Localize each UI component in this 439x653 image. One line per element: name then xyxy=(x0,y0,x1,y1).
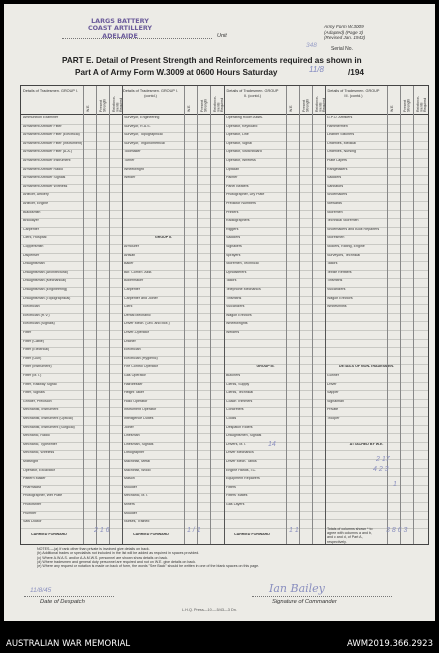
trade-label: Plumber xyxy=(23,511,37,515)
trade-label: Photographer, Dry Plate xyxy=(226,193,265,197)
hand-total: 1 / 1 xyxy=(187,527,201,534)
group-divider xyxy=(122,86,123,544)
trade-label: Sapper xyxy=(327,391,339,395)
group-divider xyxy=(325,86,326,544)
note-line: (d) Where tradesmen and general duty personnel are required and not on W.E. give details on back. xyxy=(37,559,197,564)
col-subheader-we: W.E. xyxy=(187,104,191,112)
trade-label: Saddlers xyxy=(226,236,241,240)
group-divider xyxy=(224,86,225,544)
trade-label: Coppersmith xyxy=(23,245,44,248)
trade-label: Tinsmiths xyxy=(226,296,242,300)
trade-label: Bricklayer xyxy=(23,219,39,223)
form-reference xyxy=(324,24,365,41)
trade-label: Driver Mech. Tanks xyxy=(226,460,257,463)
note-line: (b) Additional trades or specialists not included in the list will be added as required in spaces provided. xyxy=(37,551,200,556)
trade-label: Stewards xyxy=(327,202,342,205)
trade-label: Cooks xyxy=(226,417,237,420)
column-divider xyxy=(83,86,84,544)
trade-label: Signalman xyxy=(327,399,344,403)
trade-label: Clerks, Supply xyxy=(226,382,250,386)
trade-label: Photowriter xyxy=(23,503,42,506)
trade-label: Miners xyxy=(124,503,135,506)
trade-label: Technical Storemen xyxy=(327,219,359,223)
unit-label: Unit xyxy=(217,33,227,39)
trade-label: Leather Stitchers xyxy=(327,133,355,137)
hand-value: 1 xyxy=(393,481,397,488)
trade-label: Mechanic, M.T. xyxy=(124,494,149,498)
trade-label: Wheelwrights xyxy=(226,322,248,326)
trade-label: Fitter (Instrument) xyxy=(23,365,52,369)
trade-label: Armourer xyxy=(124,245,139,248)
column-divider xyxy=(286,86,287,544)
trade-label: Artificer, Engine xyxy=(23,202,49,205)
stamp-line: LARGS BATTERY xyxy=(91,17,149,25)
trade-label: Fitter (Electrical) xyxy=(23,348,50,352)
trade-label: Draughtsman xyxy=(23,262,45,266)
serial-handwritten: 348 xyxy=(306,42,317,49)
trade-label: Private xyxy=(327,408,339,412)
column-divider xyxy=(197,86,198,544)
trade-label: Moulder xyxy=(124,485,137,489)
trade-label: Orderlies, Nursing xyxy=(327,150,356,154)
archive-id: AWM2019.366.2923 xyxy=(347,639,433,649)
trade-label: Armament Artificer Wireless xyxy=(23,184,68,188)
trade-label: G.P.O. Artificers xyxy=(327,116,353,119)
trade-label: Tailors xyxy=(226,279,237,283)
serial-label: Serial No. xyxy=(331,46,353,52)
column-divider xyxy=(413,86,414,544)
column-divider xyxy=(387,86,388,544)
trade-label: Dental Mechanic xyxy=(124,313,151,317)
trade-label: Storemen, Technical xyxy=(226,262,259,266)
unit-stamp xyxy=(80,18,160,40)
trade-label: Vulcanizers xyxy=(327,288,346,291)
trade-label: Artisan xyxy=(124,253,136,257)
trade-label: Joiner xyxy=(124,425,134,429)
signature-label: Signature of Commander xyxy=(272,599,337,605)
archive-name: AUSTRALIAN WAR MEMORIAL xyxy=(6,639,131,649)
trade-label: Stokers, Rating, Engine xyxy=(327,245,365,248)
trade-label: Storesmen xyxy=(327,236,345,240)
printer-imprint: L.H.Q. Press—10.—5/43—3 Dn. xyxy=(182,608,237,612)
trade-label: Fire Control Operator xyxy=(124,365,158,369)
form-ref-line: (Adapted) (Page 3) xyxy=(324,29,364,35)
column-divider xyxy=(109,86,110,544)
trade-label: Pharmacist xyxy=(23,485,41,489)
trade-label: Engine Hands, I.C. xyxy=(226,468,257,472)
column-divider xyxy=(210,86,211,544)
column-divider xyxy=(184,86,185,544)
signature-underline xyxy=(252,596,392,597)
title-year: /194 xyxy=(348,68,364,77)
trade-label: Hollo Operator xyxy=(124,399,148,403)
trade-label: Armament Artificer Signals xyxy=(23,176,66,180)
trade-label: Surveyor, R.A.S. xyxy=(124,124,151,128)
trade-label: Linesman, Signals xyxy=(124,442,154,446)
trade-label: Fitters' Mates xyxy=(226,494,248,498)
trade-label: Tinsmiths xyxy=(327,279,343,283)
trade-label: Armament Artificer Fitter xyxy=(23,124,62,128)
trade-label: Armament Artificer Fitter (Electrical) xyxy=(23,133,80,137)
trade-label: Despatch Riders xyxy=(226,425,253,429)
col-header-group1b: Details of Tradesmen. GROUP I. (contd.) xyxy=(123,89,179,98)
trade-label: Baker xyxy=(124,262,134,266)
trade-label: Toolmaker xyxy=(124,150,141,154)
trade-label: Predictor Numbers xyxy=(226,202,256,205)
signature-handwritten: Ian Bailey xyxy=(269,582,325,595)
column-divider xyxy=(400,86,401,544)
trade-label: Moulder xyxy=(124,511,137,515)
carried-forward-1: CARRIED FORWARD xyxy=(31,533,67,536)
form-ref-line: (Revised Jan. 1943) xyxy=(324,35,366,41)
trade-label: Fitter (Gun) xyxy=(23,356,42,360)
trade-label: Plate Layers xyxy=(327,159,347,162)
trade-label: Carpenter xyxy=(23,227,39,231)
trade-label: Mechanic, Radio xyxy=(23,434,50,438)
trade-label: Clerks, Technical xyxy=(226,391,254,395)
hand-value: 2 17 xyxy=(376,456,390,463)
trade-label: Electrician (R.V.) xyxy=(23,313,50,317)
page-title-line1: PART E. Detail of Present Strength and Reinforcements required as shown in xyxy=(62,56,362,65)
carried-forward-2: CARRIED FORWARD xyxy=(133,533,169,536)
trade-label: Pattern Maker xyxy=(23,477,46,481)
trade-label: Drainer xyxy=(124,339,136,343)
trade-label: Welder xyxy=(124,176,136,180)
trade-label: Butchers xyxy=(226,374,241,377)
trade-label: Boilermaker xyxy=(124,279,144,283)
trade-label: Lithographer xyxy=(124,451,145,455)
trade-label: Gas Operator xyxy=(124,374,146,377)
dispatch-date-handwritten: 11/8/45 xyxy=(30,587,52,594)
trade-label: Draughtsman (Architectural) xyxy=(23,270,68,274)
trade-label: Gunner xyxy=(327,374,339,377)
trade-label: Nurses, Trained xyxy=(124,520,150,524)
trade-label: Armament Artificer Instrument xyxy=(23,159,71,162)
trade-label: Telephone Mechanics xyxy=(226,288,261,291)
col-subheader-we: W.E. xyxy=(86,104,90,112)
trade-label: Vulcanizers xyxy=(226,305,245,309)
form-ref-line: Army Form W.3009 xyxy=(324,24,364,29)
col-subheader-present: Present Strength xyxy=(302,98,310,112)
trade-label: Equipment Repairers xyxy=(226,477,260,481)
trade-label: Surveyor, Trigonometrical xyxy=(124,141,165,145)
trade-label: Carpenter and Joiner xyxy=(124,296,158,300)
trade-label: Concreters xyxy=(226,408,244,412)
trade-label: Fitter, Railway Signal xyxy=(23,382,57,386)
dispatch-underline xyxy=(24,596,114,597)
trade-label: Machinist, Wood xyxy=(124,468,151,472)
trade-label: Fitter, Signals xyxy=(23,391,45,395)
carried-forward-3: CARRIED FORWARD xyxy=(234,533,270,536)
trade-label: Armament Artificer Radio xyxy=(23,167,63,171)
trade-label: Clerk xyxy=(124,305,133,309)
col-subheader-reinf: Reinforce- ments Required xyxy=(416,95,428,112)
hand-total: 3 8 6 3 xyxy=(386,527,408,534)
trade-label: Clerk, Hospital xyxy=(23,236,47,240)
trade-label: Wagon Erectors xyxy=(226,313,252,317)
trade-label: Radiographers xyxy=(226,219,250,223)
trade-label: Whitesmiths xyxy=(327,305,347,309)
trade-label: Height Taker xyxy=(124,391,145,395)
trade-label: Draughtsmen, Signals xyxy=(226,434,262,438)
strength-table xyxy=(20,85,429,545)
trade-label: Operator, Signal xyxy=(226,141,252,145)
trade-label: Mechanist, Instrument (Surgical) xyxy=(23,425,75,429)
trade-label: Blacksmith xyxy=(23,210,41,214)
trade-label: Draughtsman (Engineering) xyxy=(23,288,68,291)
trade-label: Grinder, Precision xyxy=(23,399,52,403)
title-date-handwritten: 11/8 xyxy=(309,65,324,74)
note-line: NOTES.—(a) If rank other than private is involved give details on back. xyxy=(37,547,150,551)
trade-label: Armament Artificer Fitter (A.A.) xyxy=(23,150,72,154)
trade-label: Tailors xyxy=(327,262,338,266)
trade-label: Electrician (Hygienic) xyxy=(124,356,158,360)
note-line: (c) Where A.W.A.S. and/or A.A.M.W.S. personnel are shown show details on back. xyxy=(37,555,169,560)
trade-label: Mason xyxy=(124,477,135,481)
trade-label: Driver xyxy=(327,382,337,386)
trade-label: Operator, Line xyxy=(226,133,249,137)
trade-label: Riggers xyxy=(226,227,239,231)
trade-label: Mechanic, Wireless xyxy=(23,451,55,455)
page-title-line2: Part A of Army Form W.3009 at 0600 Hours Saturday xyxy=(75,68,278,77)
trade-label: Intelligence Duties xyxy=(124,417,154,420)
trade-label: Draughtsman (Topographical) xyxy=(23,296,71,300)
trade-label: GROUP II. xyxy=(154,236,173,240)
trade-label: Operator, Wireless xyxy=(226,159,256,162)
trade-label: Operator, Keyboard xyxy=(226,124,258,128)
trade-label: Millwright xyxy=(23,460,38,463)
trade-label: Welders xyxy=(226,331,240,334)
trade-label: Saddlers xyxy=(327,176,342,180)
hand-value: 14 xyxy=(268,441,276,448)
hand-total: 1 1 xyxy=(289,527,299,534)
trade-label: Textile Refitters xyxy=(327,270,352,274)
trade-label: Operator, Switchboard xyxy=(226,150,262,154)
trade-label: Instrument Operator xyxy=(124,408,157,412)
trade-label: Storemen xyxy=(327,210,343,214)
trade-label: Mechanist, Instrument xyxy=(23,408,59,412)
trade-label: Fitter (M.T.) xyxy=(23,374,42,377)
trade-label: Trooper xyxy=(327,417,340,420)
trade-label: Rangetakers xyxy=(327,167,348,171)
stamp-line: COAST ARTILLERY xyxy=(87,24,153,33)
unit-underline xyxy=(62,38,212,39)
form-page xyxy=(4,4,435,621)
trade-label: Hammermen xyxy=(327,124,348,128)
trade-label: Bkr. Comb't. Asst. xyxy=(124,270,153,274)
trade-label: Sprayers xyxy=(226,253,241,257)
col-header-group1: Details of Tradesmen. GROUP I. xyxy=(23,89,79,93)
col-subheader-reinf: Reinforce- ments Required xyxy=(315,95,327,112)
col-subheader-present: Present Strength xyxy=(403,98,411,112)
archive-footer xyxy=(0,625,439,653)
trade-label: ATTACHED BY W.E. xyxy=(349,442,384,446)
trade-label: Operator, Excavator xyxy=(23,468,55,472)
trade-label: Fitters xyxy=(226,485,236,489)
trade-label: Upholsterers xyxy=(226,270,247,274)
note-line: (e) Where any request or notation is made on back of form, the words "See Back" should be written in one of the blank spaces on this page. xyxy=(37,564,260,569)
notes-block xyxy=(37,547,417,568)
trade-label: Wagon Erectors xyxy=(327,296,353,300)
trade-label: Panel Beaters xyxy=(226,184,249,188)
trade-label: Hairdresser xyxy=(124,382,143,386)
trade-label: Turner xyxy=(124,159,135,162)
trade-label: GROUP III. xyxy=(256,365,275,369)
trade-label: Driver Mech. (Ord. and Mot.) xyxy=(124,322,170,326)
column-divider xyxy=(312,86,313,544)
trade-label: Draughtsman (Mechanical) xyxy=(23,279,67,283)
trade-label: Surveyor, Topographical xyxy=(124,133,163,137)
trade-label: Shoemakers xyxy=(327,193,348,197)
col-subheader-reinf: Reinforce- ments Required xyxy=(213,95,225,112)
trade-label: Fitter xyxy=(23,331,32,334)
trade-label: Carpenter xyxy=(124,288,140,291)
trade-label: Electrician (Signals) xyxy=(23,322,55,326)
trade-label: Mechanic, Typewriter xyxy=(23,442,57,446)
trade-label: Orderlies, Medical xyxy=(327,141,356,145)
trade-label: Mechanist, Instrument (Optical) xyxy=(23,417,73,420)
trade-label: Driver Mechanics xyxy=(226,451,254,455)
trade-label: Gas Layers xyxy=(226,503,245,506)
trade-label: Ammunition Examiner xyxy=(23,116,59,119)
dispatch-label: Date of Despatch xyxy=(40,599,85,605)
trade-label: Optician xyxy=(226,167,240,171)
column-divider xyxy=(96,86,97,544)
trade-label: Dispenser xyxy=(23,253,40,257)
trade-label: Coach Trimmers xyxy=(226,399,253,403)
trade-label: Machinist, Metal xyxy=(124,460,150,463)
col-subheader-present: Present Strength xyxy=(200,98,208,112)
trade-label: Operating Room Assts. xyxy=(226,116,263,119)
trade-label: Driver-Operator xyxy=(124,331,149,334)
stamp-line: ADELAIDE xyxy=(102,31,138,40)
trade-label: Painter xyxy=(226,176,238,180)
trade-label: DETAILS OF NON-TRADESMEN. xyxy=(338,365,395,369)
column-divider xyxy=(299,86,300,544)
trade-label: Sanitators xyxy=(327,184,344,188)
col-header-group2: Details of Tradesmen. GROUP II. (contd.) xyxy=(226,89,279,98)
trade-label: Surveyors, Technical xyxy=(327,253,361,257)
trade-label: Armament Artificer Fitter (Instrument) xyxy=(23,141,82,145)
trade-label: Electrician xyxy=(23,305,40,309)
col-subheader-we: W.E. xyxy=(390,104,394,112)
trade-label: Photographer, Wet Plate xyxy=(23,494,63,498)
trade-label: Surveyor, Engineering xyxy=(124,116,160,119)
col-subheader-reinf: Reinforce- ments Required xyxy=(112,95,124,112)
col-subheader-present: Present Strength xyxy=(99,98,107,112)
trade-label: Shoemakers and Boot Repairers xyxy=(327,227,380,231)
trade-label: Signallers xyxy=(226,245,242,248)
hand-value: 4 2 3 xyxy=(373,466,389,473)
hand-total: 2 1 6 xyxy=(94,527,110,534)
trade-label: Printers xyxy=(226,210,239,214)
trade-label: Electrician xyxy=(124,348,141,352)
trade-label: Saw Doctor xyxy=(23,520,42,524)
trade-label: Drivers, M.T. xyxy=(226,442,247,446)
col-subheader-we: W.E. xyxy=(289,104,293,112)
trade-label: Artificer, Artillery xyxy=(23,193,49,197)
col-header-group3: Details of Tradesmen. GROUP III. (contd.) xyxy=(327,89,380,98)
trade-label: Linesman xyxy=(124,434,140,438)
trade-label: Wheelwright xyxy=(124,167,144,171)
totals-note: Totals of columns shown * to agree with columns a and b, and c and d, of Part A, respectively. xyxy=(327,527,373,544)
trade-label: Fitter (Cable) xyxy=(23,339,44,343)
